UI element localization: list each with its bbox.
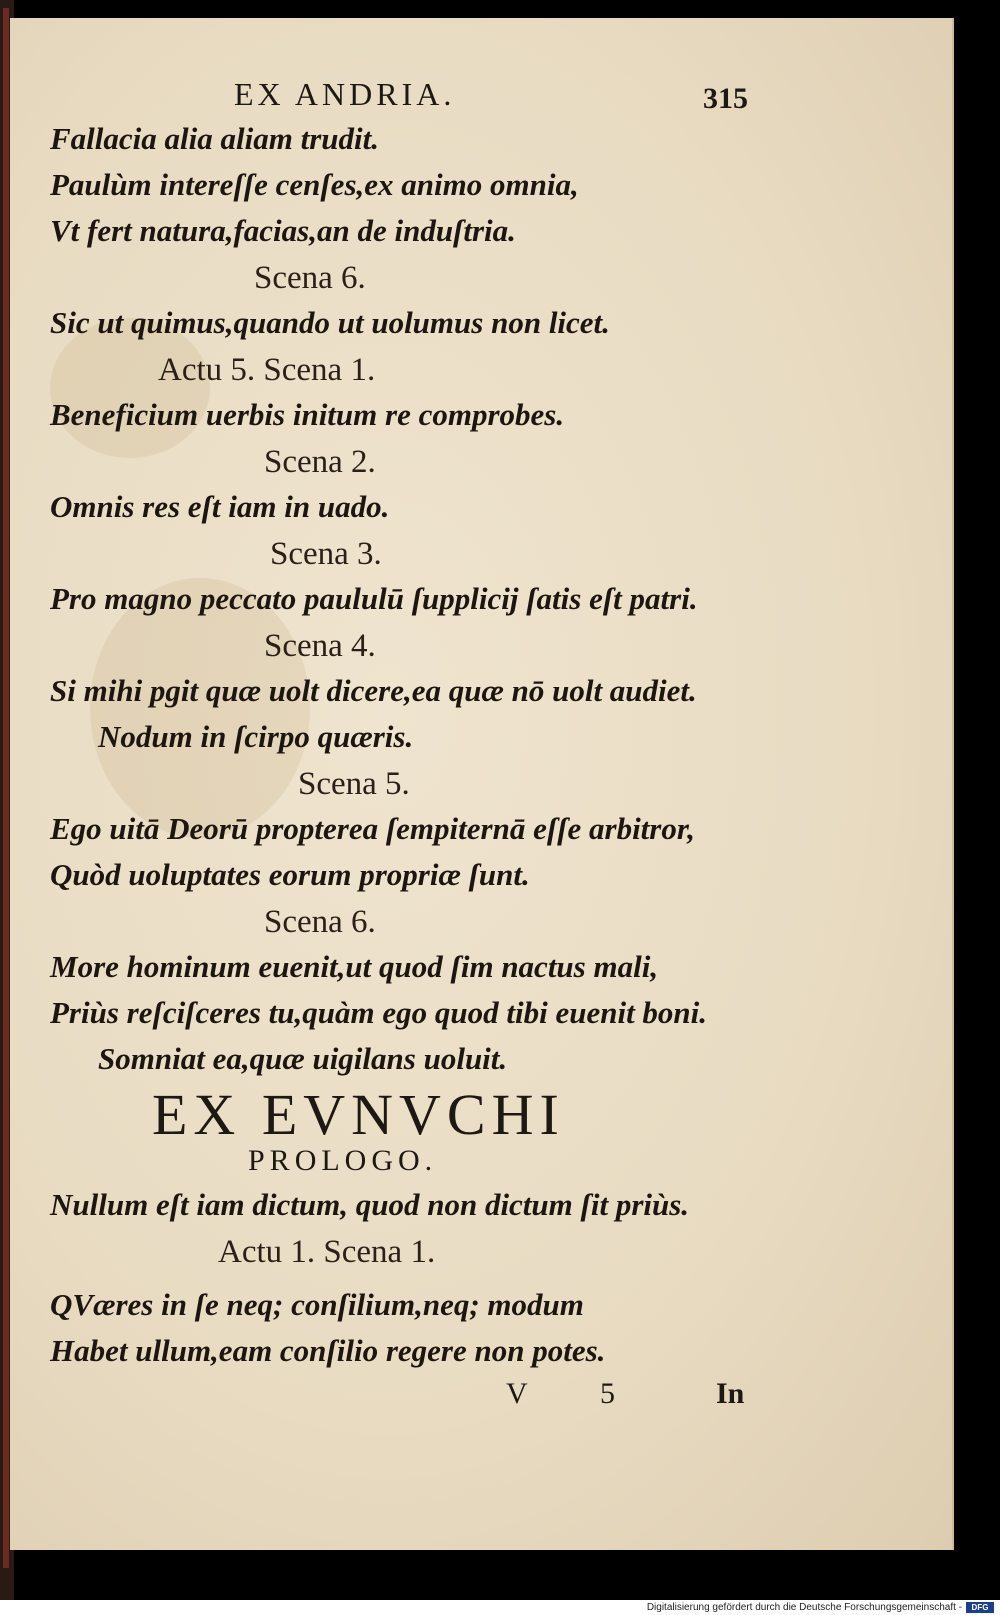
text-line: Pro magno peccato paululū ſupplicij ſatis eſt patri. (50, 581, 698, 616)
scene-heading: Scena 6. (264, 904, 376, 940)
page-number: 315 (703, 82, 748, 115)
text-line: Si mihi pgit quæ uolt dicere,ea quæ nō uolt audiet. (50, 673, 697, 708)
text-line: More hominum euenit,ut quod ſim nactus mali, (50, 949, 659, 984)
scene-heading: Scena 2. (264, 444, 376, 480)
section-title: EX EVNVCHI (152, 1082, 565, 1147)
act-scene-heading: Actu 5. Scena 1. (158, 352, 376, 388)
text-line: Somniat ea,quæ uigilans uoluit. (98, 1041, 508, 1076)
text-line: QVæres in ſe neq; conſilium,neq; modum (50, 1287, 584, 1322)
text-line: Paulùm intereſſe cenſes,ex animo omnia, (50, 167, 579, 202)
footer-credit: Digitalisierung gefördert durch die Deutsche Forschungsgemeinschaft - (646, 1602, 962, 1613)
signature-number: 5 (600, 1377, 615, 1410)
text-line: Sic ut quimus,quando ut uolumus non licet. (50, 305, 610, 340)
text-line: Vt fert natura,facias,an de induſtria. (50, 213, 516, 248)
running-head: EX ANDRIA. (234, 76, 456, 112)
text-line: Nodum in ſcirpo quæris. (98, 719, 414, 754)
signature-mark: V (506, 1377, 528, 1410)
scene-heading: Scena 6. (254, 260, 366, 296)
act-scene-heading: Actu 1. Scena 1. (218, 1234, 436, 1270)
section-subtitle: PROLOGO. (248, 1144, 438, 1177)
scene-heading: Scena 5. (298, 766, 410, 802)
dfg-logo: DFG (966, 1602, 994, 1613)
text-line: Beneficium uerbis initum re comprobes. (50, 397, 565, 432)
text-line: Nullum eſt iam dictum, quod non dictum ſit priùs. (50, 1187, 690, 1222)
binding-strip (3, 8, 9, 1568)
text-line: Omnis res eſt iam in uado. (50, 489, 390, 524)
scene-heading: Scena 3. (270, 536, 382, 572)
scene-heading: Scena 4. (264, 628, 376, 664)
catchword: In (716, 1377, 745, 1410)
text-line: Quòd uoluptates eorum propriæ ſunt. (50, 857, 530, 892)
text-line: Habet ullum,eam conſilio regere non potes. (50, 1333, 606, 1368)
text-line: Ego uitā Deorū propterea ſempiternā eſſe arbitror, (50, 811, 695, 846)
text-line: Fallacia alia aliam trudit. (50, 121, 379, 156)
text-line: Priùs reſciſceres tu,quàm ego quod tibi euenit boni. (50, 995, 708, 1030)
